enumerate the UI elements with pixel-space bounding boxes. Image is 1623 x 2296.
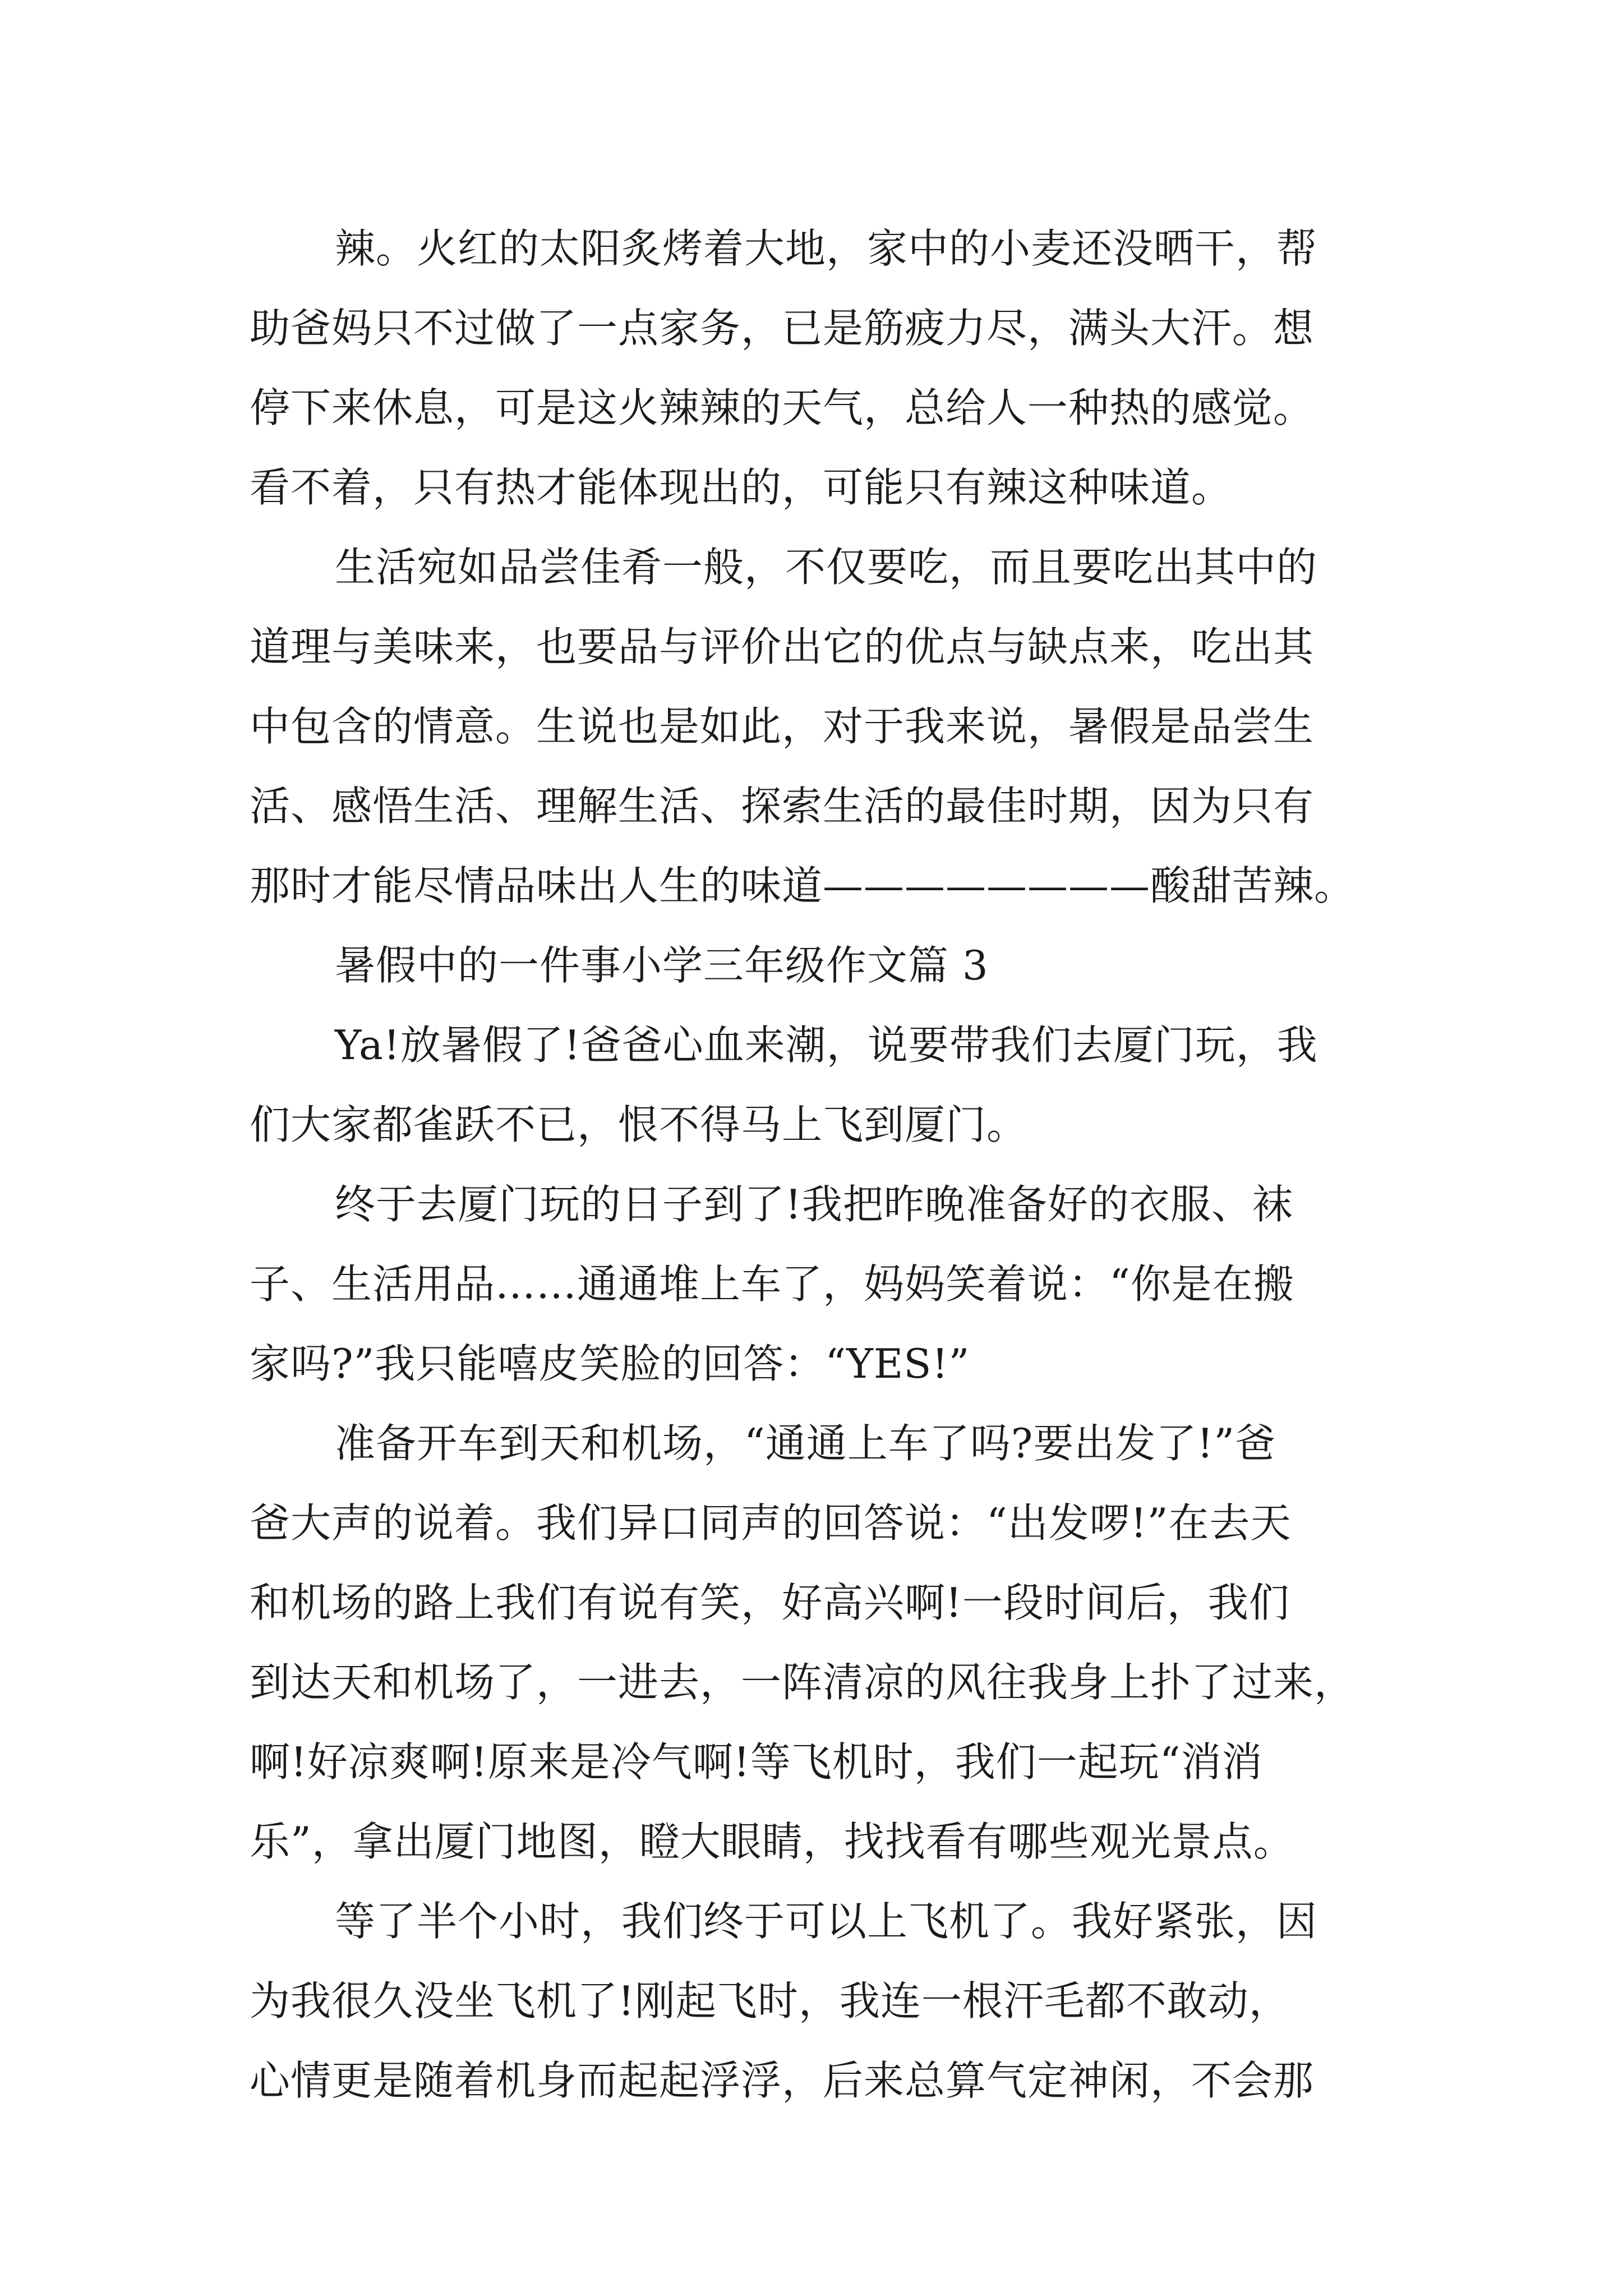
text-line: 等了半个小时，我们终于可以上飞机了。我好紧张，因 — [335, 1898, 1318, 1945]
text-line: 准备开车到天和机场，“通通上车了吗?要出发了!”爸 — [335, 1420, 1276, 1467]
text-line: 停下来休息，可是这火辣辣的天气，总给人一种热的感觉。 — [250, 384, 1315, 431]
text-line: 那时才能尽情品味出人生的味道————————酸甜苦辣。 — [250, 862, 1355, 909]
text-line: 到达天和机场了，一进去，一阵清凉的风往我身上扑了过来， — [250, 1659, 1355, 1706]
paragraph — [250, 209, 1385, 527]
text-line: 为我很久没坐飞机了!刚起飞时，我连一根汗毛都不敢动， — [250, 1977, 1290, 2024]
text-line: 和机场的路上我们有说有笑，好高兴啊!一段时间后，我们 — [250, 1579, 1290, 1626]
text-line: 爸大声的说着。我们异口同声的回答说：“出发啰!”在去天 — [250, 1499, 1292, 1547]
text-line: 道理与美味来，也要品与评价出它的优点与缺点来，吃出其 — [250, 623, 1315, 670]
text-line: 中包含的情意。生说也是如此，对于我来说，暑假是品尝生 — [250, 703, 1315, 750]
paragraph — [250, 1005, 1385, 1165]
paragraph — [250, 1404, 1385, 1881]
text-line: 啊!好凉爽啊!原来是冷气啊!等飞机时，我们一起玩“消消 — [250, 1738, 1263, 1786]
text-line: 生活宛如品尝佳肴一般，不仅要吃，而且要吃出其中的 — [335, 544, 1318, 591]
text-line: 辣。火红的太阳炙烤着大地，家中的小麦还没晒干，帮 — [335, 225, 1318, 272]
text-line: 助爸妈只不过做了一点家务，已是筋疲力尽，满头大汗。想 — [250, 305, 1315, 352]
text-line: 活、感悟生活、理解生活、探索生活的最佳时期，因为只有 — [250, 783, 1315, 830]
text-line: 子、生活用品……通通堆上车了，妈妈笑着说：“你是在搬 — [250, 1260, 1294, 1308]
document-body — [250, 209, 1385, 2120]
paragraph — [250, 527, 1385, 926]
text-line: Ya!放暑假了!爸爸心血来潮，说要带我们去厦门玩，我 — [335, 1022, 1318, 1069]
text-line: 家吗?”我只能嘻皮笑脸的回答：“YES!” — [250, 1340, 970, 1387]
text-line: 看不着，只有热才能体现出的，可能只有辣这种味道。 — [250, 464, 1233, 511]
text-line: 心情更是随着机身而起起浮浮，后来总算气定神闲，不会那 — [250, 2057, 1315, 2104]
text-line: 们大家都雀跃不已，恨不得马上飞到厦门。 — [250, 1101, 1028, 1148]
text-line: 终于去厦门玩的日子到了!我把昨晚准备好的衣服、袜 — [335, 1181, 1293, 1228]
section-heading: 暑假中的一件事小学三年级作文篇 3 — [335, 942, 989, 989]
text-line: 乐”，拿出厦门地图，瞪大眼睛，找找看有哪些观光景点。 — [250, 1818, 1294, 1865]
paragraph — [250, 1165, 1385, 1404]
paragraph — [250, 1881, 1385, 2120]
